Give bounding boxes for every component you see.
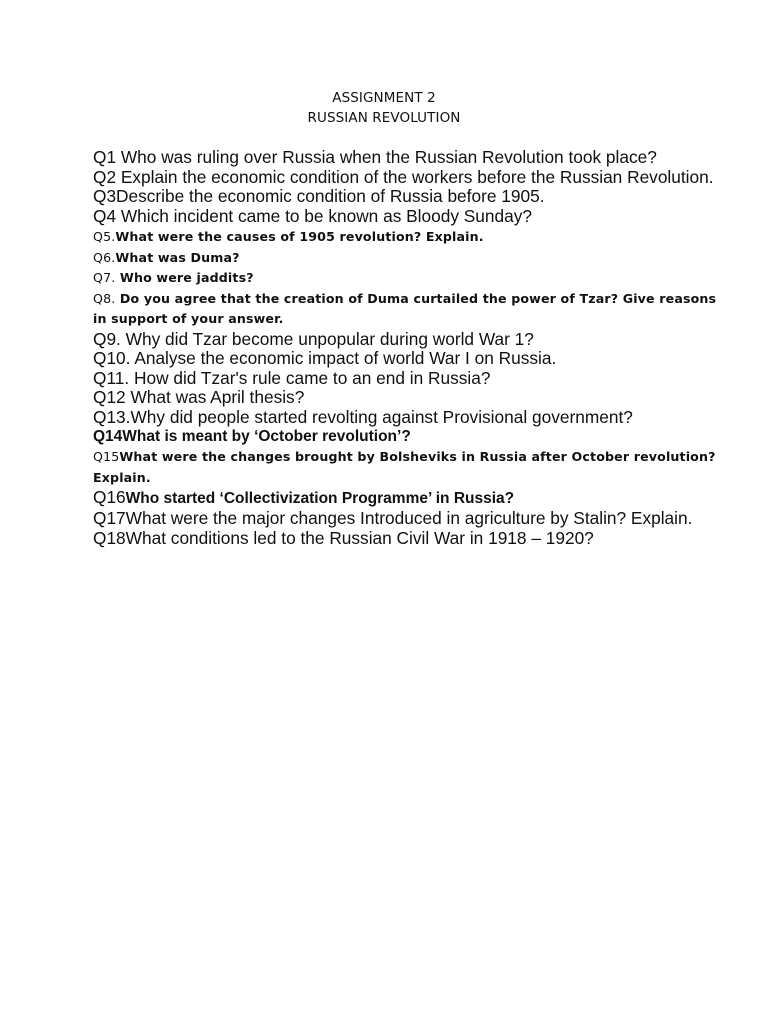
question-8-number: Q8. (93, 290, 116, 306)
question-6-text: What was Duma? (115, 249, 240, 265)
assignment-title: ASSIGNMENT 2 (332, 90, 436, 106)
question-4: Q4 Which incident came to be known as Bloody Sunday? (93, 205, 533, 226)
question-2: Q2 Explain the economic condition of the workers before the Russian Revolution. (93, 166, 714, 187)
question-16-number: Q16 (93, 487, 126, 507)
question-list (93, 148, 733, 548)
question-14: Q14What is meant by ‘October revolution’? (93, 428, 411, 445)
question-18: Q18What conditions led to the Russian Civil War in 1918 – 1920? (93, 527, 594, 548)
question-10: Q10. Analyse the economic impact of world War I on Russia. (93, 348, 557, 368)
question-3: Q3Describe the economic condition of Russia before 1905. (93, 186, 545, 206)
question-5-text: What were the causes of 1905 revolution? Explain. (115, 229, 484, 244)
question-15-text: What were the changes brought by Bolsheviks in Russia after October revolution? Explain. (93, 449, 716, 485)
question-17: Q17What were the major changes Introduced in agriculture by Stalin? Explain. (93, 508, 693, 528)
assignment-subtitle: RUSSIAN REVOLUTION (307, 110, 461, 126)
question-8-text: Do you agree that the creation of Duma curtailed the power of Tzar? Give reasons in support of your answer. (93, 290, 717, 326)
question-13: Q13.Why did people started revolting against Provisional government? (93, 406, 633, 427)
question-15 (93, 447, 733, 488)
question-1: Q1 Who was ruling over Russia when the Russian Revolution took place? (93, 147, 657, 167)
question-12: Q12 What was April thesis? (93, 387, 305, 407)
question-7 (93, 268, 733, 289)
question-8 (93, 289, 733, 330)
question-15-number: Q15 (93, 449, 120, 464)
question-16-text: Who started ‘Collectivization Programme’ in Russia? (125, 490, 515, 507)
question-6 (93, 248, 733, 269)
question-16 (93, 488, 733, 509)
question-7-text: Who were jaddits? (115, 270, 254, 285)
question-11: Q11. How did Tzar's rule came to an end in Russia? (93, 367, 491, 388)
question-5-number: Q5. (93, 229, 116, 244)
question-7-number: Q7. (93, 270, 116, 285)
question-6-number: Q6. (93, 249, 116, 265)
question-9: Q9. Why did Tzar become unpopular during world War 1? (93, 328, 534, 349)
question-5 (93, 227, 733, 248)
